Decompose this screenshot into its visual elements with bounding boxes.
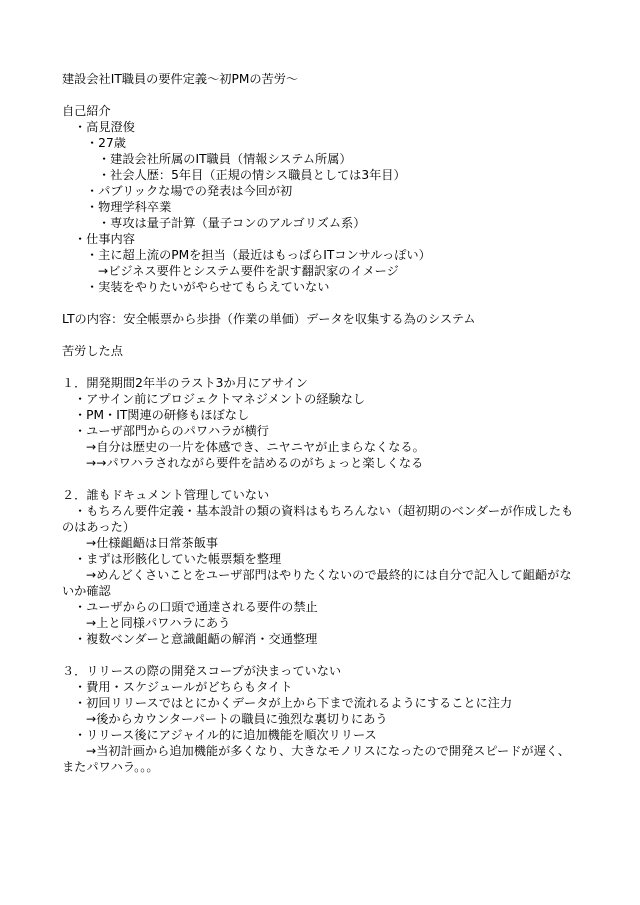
list-item-text: →めんどくさいことをユーザ部門はやりたくないので最終的には自分で記入して齟齬がないか確認 <box>62 568 572 598</box>
list-item: →後からカウンターパートの職員に強烈な裏切りにあう <box>86 712 388 726</box>
list-item: ・ユーザからの口頭で通達される要件の禁止 <box>74 600 318 614</box>
section-title: ２．誰もドキュメント管理していない <box>62 488 270 502</box>
list-item: →自分は歴史の一片を体感でき、ニヤニヤが止まらなくなる。 <box>86 440 425 454</box>
spacer <box>62 295 582 311</box>
list-item: ・建設会社所属のIT職員（情報システム所属） <box>98 152 352 166</box>
hardships-heading: 苦労した点 <box>62 344 123 358</box>
list-item: ・実装をやりたいがやらせてもらえていない <box>86 280 330 294</box>
spacer <box>62 359 582 375</box>
list-item: →ビジネス要件とシステム要件を訳す翻訳家のイメージ <box>98 264 399 278</box>
spacer <box>62 647 582 663</box>
list-item-text: ・もちろん要件定義・基本設計の類の資料はもちろんない（超初期のベンダーが作成したものはあった） <box>62 504 574 534</box>
lt-content: LTの内容：安全帳票から歩掛（作業の単価）データを収集する為のシステム <box>62 312 476 326</box>
spacer <box>62 471 582 487</box>
self-intro-heading: 自己紹介 <box>62 104 111 118</box>
list-item: ・複数ベンダーと意識齟齬の解消・交通整理 <box>74 632 318 646</box>
section-title: ３．リリースの際の開発スコープが決まっていない <box>62 664 342 678</box>
list-item: ・主に超上流のPMを担当（最近はもっぱらITコンサルっぽい） <box>86 248 431 262</box>
list-item: →仕様齟齬は日常茶飯事 <box>86 536 219 550</box>
document-title: 建設会社IT職員の要件定義〜初PMの苦労〜 <box>62 72 299 86</box>
list-item <box>62 743 582 775</box>
spacer <box>62 327 582 343</box>
document-body <box>62 71 582 775</box>
section-title: １．開発期間2年半のラスト3か月にアサイン <box>62 376 308 390</box>
list-item: ・物理学科卒業 <box>86 200 172 214</box>
list-item: ・専攻は量子計算（量子コンのアルゴリズム系） <box>98 216 366 230</box>
list-item: ・費用・スケジュールがどちらもタイト <box>74 680 293 694</box>
list-item: ・仕事内容 <box>74 232 135 246</box>
list-item: →→パワハラされながら要件を詰めるのがちょっと楽しくなる <box>86 456 424 470</box>
list-item: ・パブリックな場での発表は今回が初 <box>86 184 293 198</box>
list-item: ・PM・IT関連の研修もほぼなし <box>74 408 250 422</box>
list-item: ・27歳 <box>86 136 126 150</box>
list-item <box>62 503 582 535</box>
list-item: →上と同様パワハラにあう <box>86 616 231 630</box>
list-item: ・まずは形骸化していた帳票類を整理 <box>74 552 282 566</box>
list-item: ・リリース後にアジャイル的に追加機能を順次リリース <box>74 728 377 742</box>
list-item: ・初回リリースではとにかくデータが上から下まで流れるようにすることに注力 <box>74 696 513 710</box>
list-item: ・社会人歴：5年目（正規の情シス職員としては3年目） <box>98 168 406 182</box>
list-item: ・ユーザ部門からのパワハラが横行 <box>74 424 269 438</box>
list-item <box>62 567 582 599</box>
list-item-text: →当初計画から追加機能が多くなり、大きなモノリスになったので開発スピードが遅く、またパワハラ。。。 <box>62 744 570 774</box>
list-item: ・アサイン前にプロジェクトマネジメントの経験なし <box>74 392 366 406</box>
list-item: ・高見澄俊 <box>74 120 135 134</box>
spacer <box>62 87 582 103</box>
